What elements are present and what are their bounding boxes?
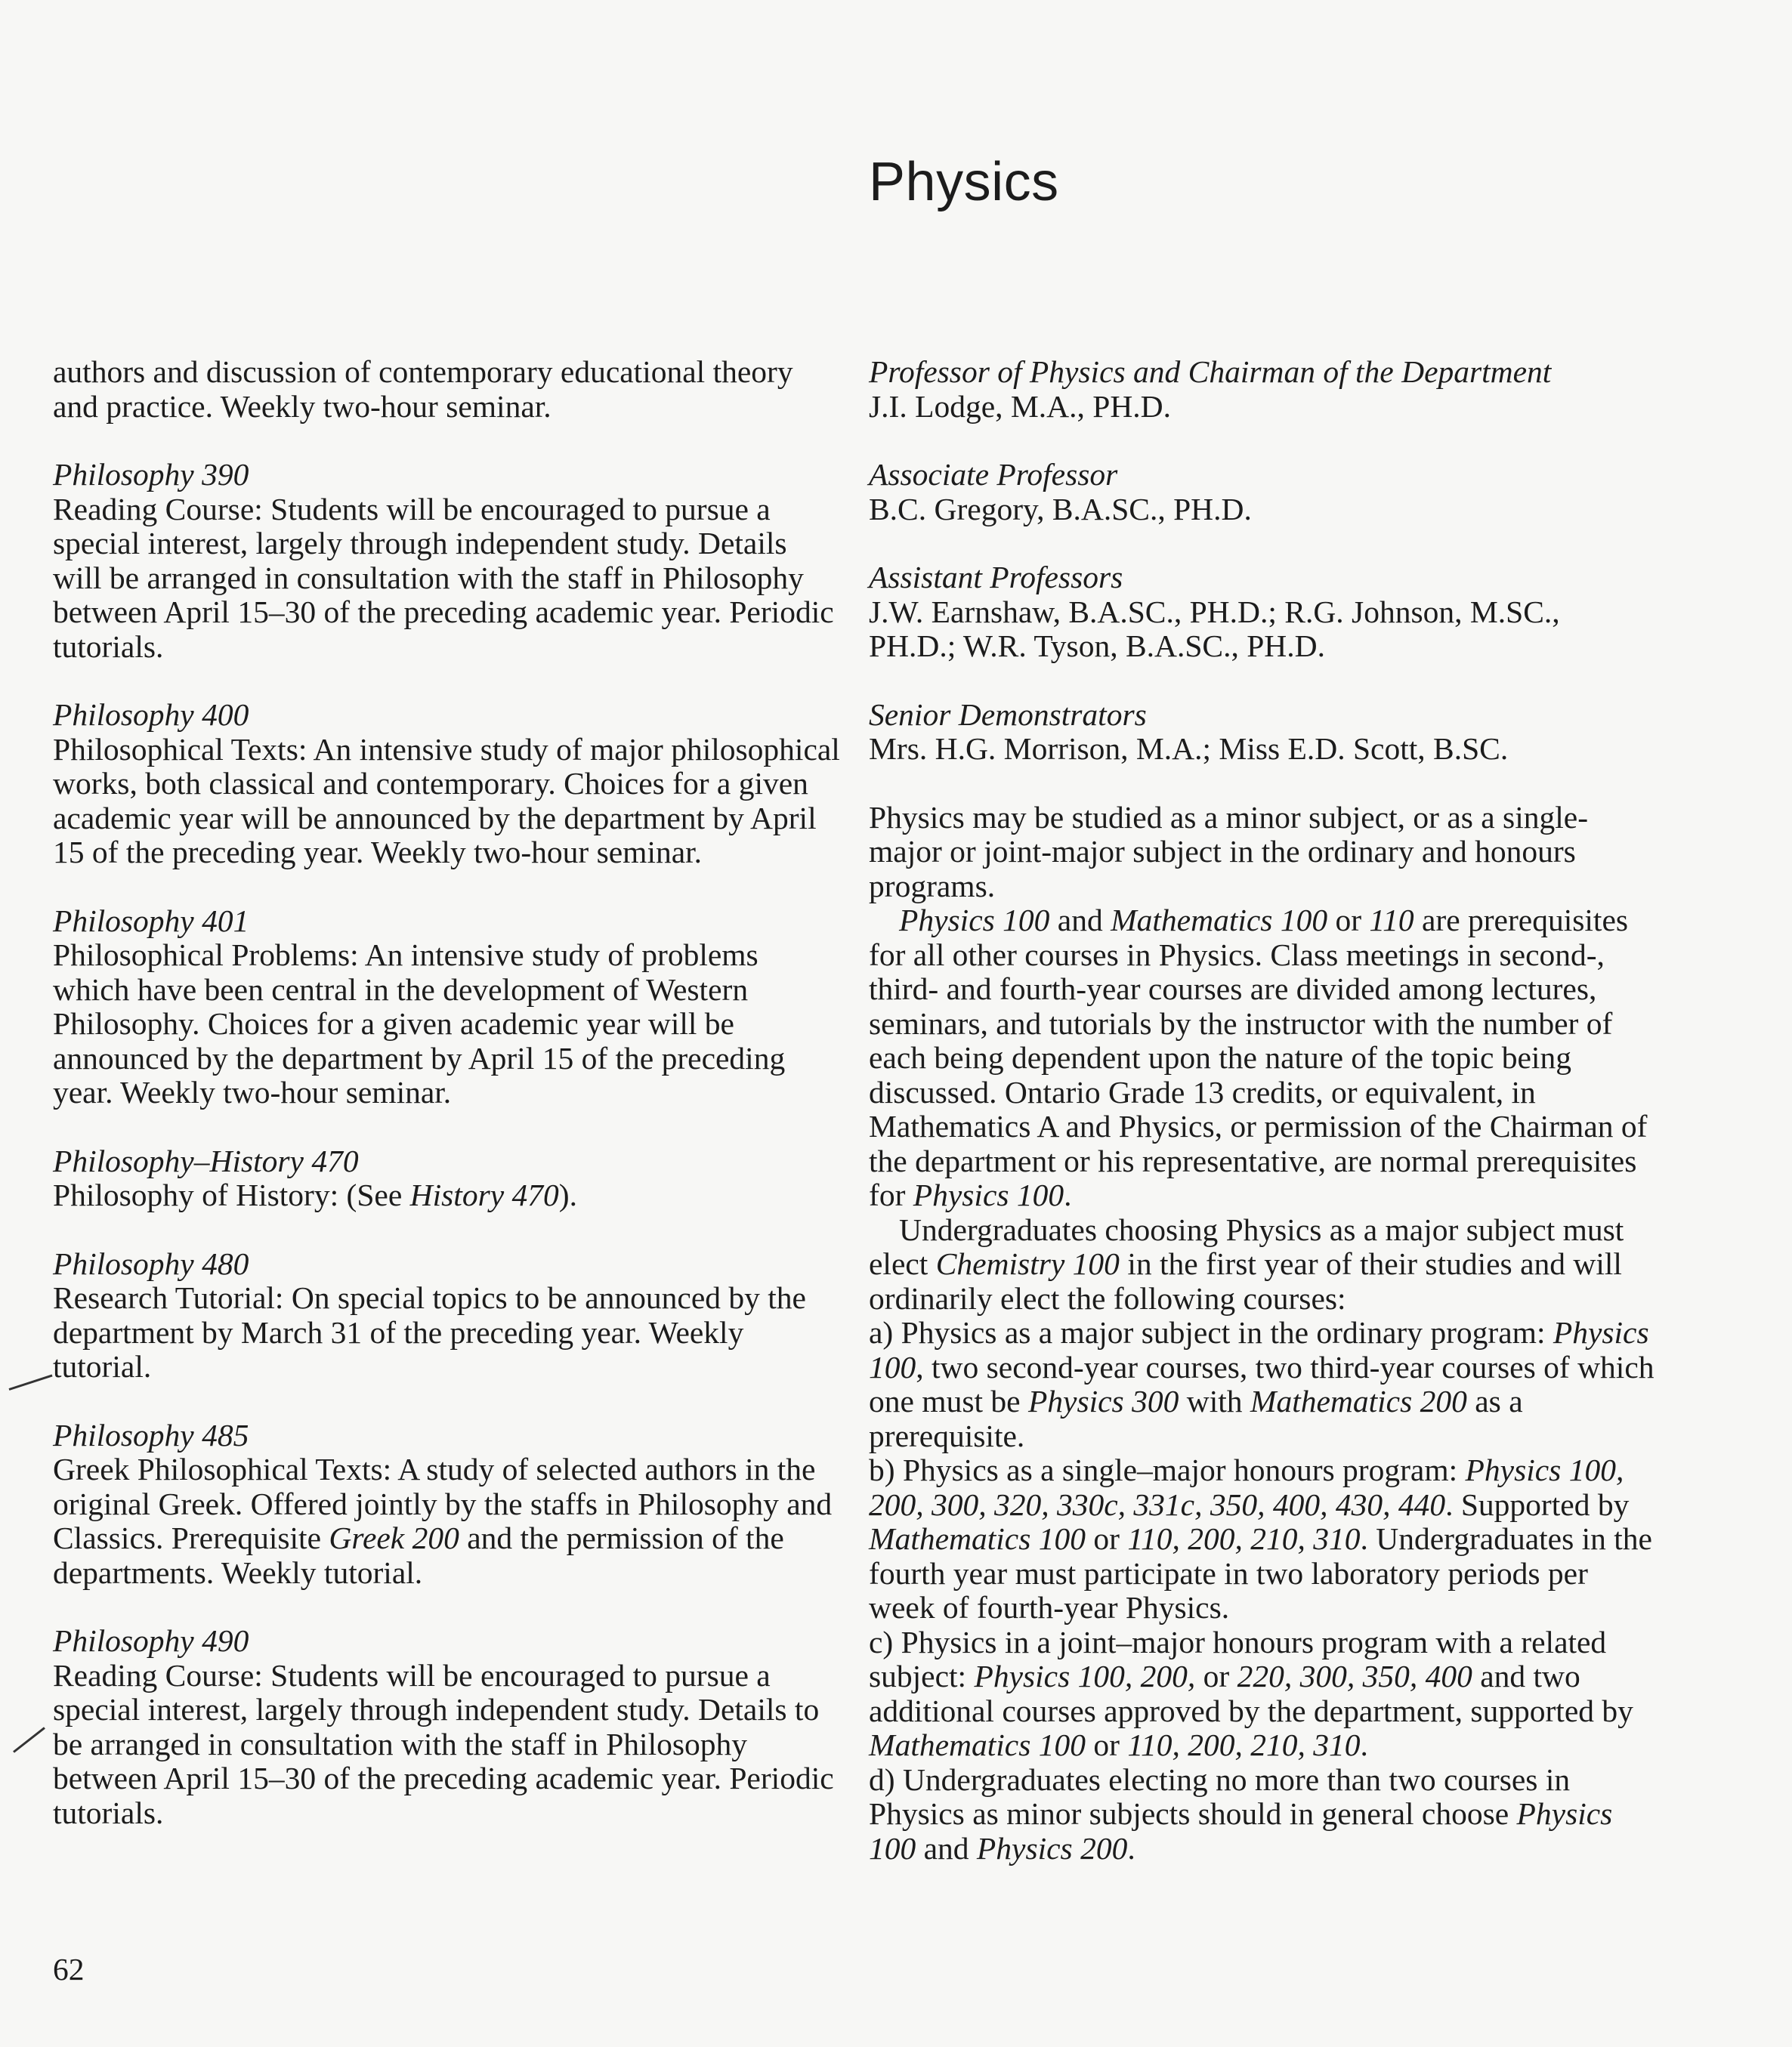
page-number: 62 — [53, 1952, 85, 1987]
staff-title: Senior Demonstrators — [869, 696, 1147, 732]
program-item-a: a) Physics as a major subject in the ordinary program: Physics 100, two second-year courses, two third-year courses of which one must be Physics 300 with Mathematics 200 as a prerequisite. — [869, 1315, 1655, 1453]
staff-names: J.W. Earnshaw, B.A.SC., PH.D.; R.G. Johnson, M.SC., PH.D.; W.R. Tyson, B.A.SC., PH.D. — [869, 594, 1560, 663]
course-entry-philosophy-history-470 — [53, 1144, 842, 1213]
staff-title: Associate Professor — [869, 457, 1118, 492]
course-description: Reading Course: Students will be encouraged to pursue a special interest, largely through independent study. Details will be arranged in consultation with the staff in Philosophy between April 15–30 of the preceding academic year. Periodic tutorials. — [53, 491, 834, 664]
staff-group-chairman — [869, 355, 1655, 424]
staff-group-assistant-professors — [869, 560, 1655, 664]
pen-check-mark — [13, 1727, 45, 1752]
left-column — [53, 355, 842, 1864]
right-column — [869, 355, 1655, 1866]
pen-check-mark — [9, 1375, 53, 1391]
course-entry-philosophy-485 — [53, 1419, 842, 1591]
course-entry-philosophy-480 — [53, 1247, 842, 1385]
course-title: Philosophy 485 — [53, 1417, 249, 1453]
course-entry-philosophy-390 — [53, 458, 842, 664]
staff-group-associate-professor — [869, 458, 1655, 526]
program-item-d: d) Undergraduates electing no more than two courses in Physics as minor subjects should in general choose Physics 100 and Physics 200. — [869, 1761, 1613, 1866]
course-title: Philosophy 390 — [53, 457, 249, 492]
course-description: Philosophical Texts: An intensive study of major philosophical works, both classical and contemporary. Choices for a given academic year will be announced by the department by April 15 of the preceding year. Weekly two-hour seminar. — [53, 731, 840, 869]
program-item-b: b) Physics as a single–major honours program: Physics 100, 200, 300, 320, 330c, 331c, 350, 400, 430, 440. Supported by Mathematics 100 or 110, 200, 210, 310. Undergraduates in the fourth year must participate in two laboratory periods per week of fourth-year Physics. — [869, 1453, 1652, 1625]
staff-title: Assistant Professors — [869, 560, 1123, 594]
course-entry-philosophy-401 — [53, 904, 842, 1110]
intro-paragraph: Physics may be studied as a minor subject, or as a single-major or joint-major subject in the ordinary and honours programs. — [869, 799, 1589, 903]
course-title: Philosophy 400 — [53, 697, 249, 732]
staff-names: B.C. Gregory, B.A.SC., PH.D. — [869, 491, 1252, 526]
staff-names: J.I. Lodge, M.A., PH.D. — [869, 388, 1172, 424]
major-requirements-paragraph: Undergraduates choosing Physics as a major subject must elect Chemistry 100 in the first year of their studies and will ordinarily elect the following courses: — [869, 1212, 1624, 1316]
staff-group-senior-demonstrators — [869, 698, 1655, 767]
course-description: Philosophy of History: (See History 470). — [53, 1178, 577, 1212]
prerequisites-paragraph: Physics 100 and Mathematics 100 or 110 are prerequisites for all other courses in Physics. Class meetings in second-, third- and fourth-year courses are divided among lectures, seminars, and tutorials by the instructor with the number of each being dependent upon the nature of the topic being discussed. Ontario Grade 13 credits, or equivalent, in Mathematics A and Physics, or permission of the Chairman of the department or his representative, are normal prerequisites for Physics 100. — [869, 903, 1648, 1212]
course-title: Philosophy 401 — [53, 903, 249, 938]
course-description: Greek Philosophical Texts: A study of selected authors in the original Greek. Offered jointly by the staffs in Philosophy and Classics. Prerequisite Greek 200 and the permission of the departments. Weekly tutorial. — [53, 1452, 833, 1590]
course-entry-philosophy-490 — [53, 1624, 842, 1830]
physics-program-description — [869, 801, 1655, 1866]
page-title: Physics — [869, 152, 1059, 212]
course-reference: History 470 — [409, 1178, 559, 1212]
course-title: Philosophy–History 470 — [53, 1143, 359, 1178]
course-title: Philosophy 480 — [53, 1246, 249, 1281]
course-description: Reading Course: Students will be encouraged to pursue a special interest, largely through independent study. Details to be arranged in consultation with the staff in Philosophy between April 15–30 of the preceding academic year. Periodic tutorials. — [53, 1657, 834, 1830]
continuation-text: authors and discussion of contemporary educational theory and practice. Weekly two-hour seminar. — [53, 354, 793, 424]
course-entry-philosophy-400 — [53, 698, 842, 870]
course-description: Philosophical Problems: An intensive study of problems which have been central in the development of Western Philosophy. Choices for a given academic year will be announced by the department by April 15 of the preceding year. Weekly two-hour seminar. — [53, 937, 786, 1110]
program-item-c: c) Physics in a joint–major honours program with a related subject: Physics 100, 200, or 220, 300, 350, 400 and two additional courses approved by the department, supported by Mathematics 100 or 110, 200, 210, 310. — [869, 1624, 1633, 1762]
course-description: Research Tutorial: On special topics to be announced by the department by March 31 of the preceding year. Weekly tutorial. — [53, 1280, 806, 1384]
staff-title: Professor of Physics and Chairman of the Department — [869, 354, 1552, 389]
course-reference: Greek 200 — [329, 1521, 459, 1555]
staff-names: Mrs. H.G. Morrison, M.A.; Miss E.D. Scott, B.SC. — [869, 731, 1509, 766]
course-title: Philosophy 490 — [53, 1623, 249, 1658]
